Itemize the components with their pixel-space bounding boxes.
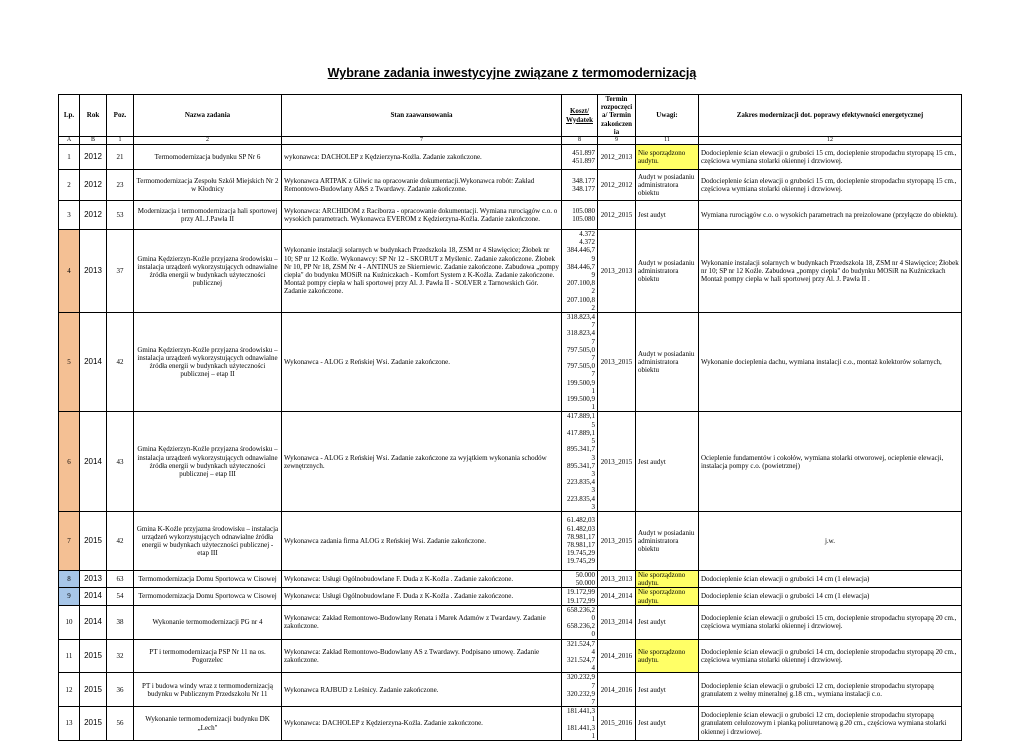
column-letter: 1 [107,137,134,145]
cell-termin [598,230,636,313]
cell-termin [598,170,636,201]
cell-rok [80,570,107,587]
nazwa-value: Termomodernizacja Zespołu Szkół Miejskich Nr 2 w Kłodnicy [136,176,279,194]
stan-value: Wykonawca: Usługi Ogólnobudowlane F. Duda z K-Koźla . Zadanie zakończone. [284,575,514,584]
cell-poz [107,412,134,511]
koszt-value: 417.889,15 [567,412,595,429]
cell-koszt [562,170,598,201]
cell-uwagi [636,170,699,201]
rok-value: 2013 [84,265,102,275]
zakres-value: Dodocieplenie ścian elewacji o grubości 15 cm, docieplenie stropodachu styropapą 15 cm., częściowa wymiana stolarki okiennej i drzwiowej. [701,148,957,166]
cell-rok [80,313,107,412]
nazwa-value: Termomodernizacja Domu Sportowca w Cisowej [138,592,277,601]
table-body [59,145,962,741]
koszt-value: 78.981,17 [567,540,595,549]
zakres-value: Dodocieplenie ścian elewacji o grubości 14 cm (1 elewacja) [701,575,870,584]
zakres-value: Dodocieplenie ścian elewacji o grubości 15 cm, docieplenie stropodachu styropapą 20 cm., częściowa wymiana stolarki okiennej i drzwiowej. [701,613,957,631]
termin-value: 2013_2015 [600,358,633,367]
cell-zakres [699,145,962,170]
stan-value: Wykonawca: Usługi Ogólnobudowlane F. Duda z K-Koźla . Zadanie zakończone. [284,592,514,601]
cell-termin [598,412,636,511]
cell-lp [59,639,80,673]
zakres-value: Dodocieplenie ścian elewacji o grubości 12 cm, docieplenie stropodachu styropapą granulatem celulozowym i pianką poliuretanową g.20 cm., częściowa wymiana stolarki okiennej i drzwiowej. [701,711,947,736]
cell-uwagi [636,145,699,170]
cell-lp [59,570,80,587]
nazwa-value: PT i termomodernizacja PSP Nr 11 na os. Pogorzelec [149,647,266,664]
nazwa-value: Wykonanie termomodernizacji PG nr 4 [152,618,263,627]
nazwa-value: Gmina Kędzierzyn-Koźle przyjazna środowisku – instalacja urządzeń wykorzystujących odnawialne źródła energii w budynkach użyteczności publicznej [137,254,278,288]
cell-nazwa [134,230,282,313]
cell-lp [59,588,80,605]
stan-value: Wykonawca: Zakład Remontowo-Budowlany AS z Twardawy. Podpisano umowę. Zadanie zakończone. [284,647,540,664]
koszt-value: 207.100,82 [567,295,595,312]
poz-value: 38 [116,618,124,627]
termin-value: 2014_2016 [600,685,633,694]
uwagi-value: Nie sporządzono audytu. [638,588,686,605]
lp-value: 13 [65,719,73,728]
termin-value: 2012_2013 [600,152,633,161]
cell-stan [282,605,562,639]
cell-nazwa [134,570,282,587]
zakres-value: Wykonanie docieplenia dachu, wymiana instalacji c.o., montaż kolektorów solarnych, [701,358,942,367]
termin-value: 2013_2013 [600,266,633,275]
cell-koszt [562,145,598,170]
poz-value: 36 [116,685,124,694]
cell-poz [107,145,134,170]
header-zakres: Zakres modernizacji dot. poprawy efektywności energetycznej [699,95,962,137]
nazwa-value: Gmina K-Koźle przyjazna środowisku – instalacja urządzeń wykorzystujących odnawialne źródła energii w budynkach użyteczności publicznej - etap III [136,524,279,558]
lp-value: 3 [67,210,71,219]
koszt-value: 223.835,43 [567,494,595,511]
header-stan: Stan zaawansowania [282,95,562,137]
poz-value: 43 [116,457,124,466]
table-row [59,145,962,170]
koszt-value: 50.000 [575,579,595,588]
column-letter: 7 [282,137,562,145]
poz-value: 37 [116,266,124,275]
cell-koszt [562,230,598,313]
cell-stan [282,145,562,170]
koszt-value: 61.482,03 [567,516,595,525]
table-row [59,170,962,201]
table-row [59,639,962,673]
zakres-value: Dodocieplenie ścian elewacji o grubości 14 cm (1 elewacja) [701,592,870,601]
koszt-value: 321.524,74 [567,655,595,673]
cell-lp [59,673,80,707]
cell-stan [282,412,562,511]
cell-zakres [699,170,962,201]
koszt-value: 199.500,91 [567,378,595,395]
lp-value: 7 [67,536,71,545]
koszt-value: 658.236,20 [567,622,595,639]
poz-value: 56 [116,719,124,728]
koszt-value: 451.897 [572,148,595,157]
table-row [59,588,962,605]
poz-value: 32 [116,651,124,660]
cell-termin [598,673,636,707]
cell-lp [59,313,80,412]
cell-zakres [699,313,962,412]
table-row [59,313,962,412]
cell-koszt [562,570,598,587]
uwagi-value: Jest audyt [638,719,666,728]
rok-value: 2015 [84,535,102,545]
cell-poz [107,313,134,412]
stan-value: Wykonawca zadania firma ALOG z Reńskiej Wsi. Zadanie zakończone. [284,536,486,545]
header-koszt: Koszt/ Wydatek [562,95,598,137]
uwagi-value: Audyt w posiadaniu administratora obiektu [638,172,695,198]
cell-uwagi [636,673,699,707]
rok-value: 2012 [84,209,102,219]
cell-nazwa [134,412,282,511]
column-letter: 11 [636,137,699,145]
stan-value: Wykonawca: DACHOLEP z Kędzierzyna-Koźla. Zadanie zakończone. [284,719,483,728]
cell-nazwa [134,170,282,201]
poz-value: 42 [116,358,124,367]
termin-value: 2013_2015 [600,457,633,466]
poz-value: 54 [116,592,124,601]
rok-value: 2014 [84,357,102,367]
poz-value: 63 [116,575,124,584]
cell-zakres [699,605,962,639]
column-letter: 8 [562,137,598,145]
cell-termin [598,570,636,587]
lp-value: 10 [65,618,73,627]
zakres-value: Wykonanie instalacji solarnych w budynkach Przedszkola 18, ZSM nr 4 Sławięcice; Żłobek nr 10; SP nr 12 Koźle. Zabudowa „pompy ciepła" do budynku MOSiR na Kuźniczkach Montaż pompy ciepła w hali sportowej przy Al. J. Pawła II . [701,258,959,284]
koszt-value: 19.172,99 [567,588,595,597]
nazwa-value: Wykonanie termomodernizacji budynku DK „Lech" [145,715,270,732]
koszt-value: 318.823,47 [567,313,595,330]
lp-value: 11 [65,651,73,660]
zakres-value: Dodocieplenie ścian elewacji o grubości 14 cm, docieplenie stropodachu styropapą 20 cm., częściowa wymiana stolarki okiennej i drzwiowej. [701,647,957,664]
cell-zakres [699,673,962,707]
cell-nazwa [134,673,282,707]
cell-termin [598,588,636,605]
uwagi-value: Jest audyt [638,457,666,466]
table-row [59,201,962,230]
koszt-value: 320.232,97 [567,689,595,706]
zakres-value: Dodocieplenie ścian elewacji o grubości 15 cm, docieplenie stropodachu styropapą 15 cm., częściowa wymiana stolarki okiennej i drzwiowej. [701,176,957,194]
termin-value: 2013_2014 [600,618,633,627]
cell-stan [282,170,562,201]
lp-value: 4 [67,266,71,275]
cell-poz [107,639,134,673]
poz-value: 42 [116,536,124,545]
termin-value: 2014_2014 [600,592,633,601]
nazwa-value: Modernizacja i termomodernizacja hali sportowej przy AL.J.Pawła II [137,206,278,224]
rok-value: 2012 [84,179,102,189]
koszt-value: 105.080 [572,215,595,224]
koszt-value: 797.505,07 [567,362,595,379]
nazwa-value: Termomodernizacja Domu Sportowca w Cisowej [138,575,277,584]
koszt-value: 78.981,17 [567,532,595,541]
cell-rok [80,639,107,673]
koszt-value: 658.236,20 [567,605,595,622]
cell-stan [282,588,562,605]
column-letter: 9 [598,137,636,145]
koszt-value: 417.889,15 [567,428,595,446]
cell-rok [80,605,107,639]
zakres-value: Ocieplenie fundamentów i cokołów, wymiana stolarki otworowej, ocieplenie elewacji, instalacja pompy c.o. (powietrznej) [701,453,944,470]
koszt-value: 321.524,74 [567,639,595,656]
investment-table [58,94,962,741]
nazwa-value: Gmina Kędzierzyn-Koźle przyjazna środowisku – instalacja urządzeń wykorzystujących odnawialne źródła energii w budynkach użyteczności publicznej – etap II [137,345,278,379]
cell-poz [107,230,134,313]
uwagi-value: Jest audyt [638,685,666,694]
cell-stan [282,313,562,412]
stan-value: Wykonawca: Zakład Remontowo-Budowlany Renata i Marek Adamów z Twardawy. Zadanie zakończone. [284,613,546,631]
header-uwagi: Uwagi: [636,95,699,137]
cell-zakres [699,412,962,511]
uwagi-value: Jest audyt [638,618,666,627]
cell-rok [80,412,107,511]
cell-zakres [699,230,962,313]
lp-value: 6 [67,457,71,466]
cell-rok [80,588,107,605]
cell-stan [282,673,562,707]
cell-rok [80,673,107,707]
cell-poz [107,605,134,639]
koszt-value: 19.745,29 [567,549,595,558]
poz-value: 21 [116,152,124,161]
cell-stan [282,639,562,673]
cell-termin [598,201,636,230]
koszt-value: 797.505,07 [567,345,595,363]
cell-termin [598,511,636,570]
koszt-value: 348.177 [572,185,595,194]
termin-value: 2012_2015 [600,210,633,219]
koszt-value: 61.482,03 [567,524,595,533]
cell-poz [107,570,134,587]
cell-uwagi [636,201,699,230]
uwagi-value: Jest audyt [638,210,666,219]
koszt-value: 320.232,97 [567,673,595,690]
lp-value: 8 [67,575,71,584]
cell-rok [80,201,107,230]
cell-uwagi [636,230,699,313]
cell-termin [598,313,636,412]
nazwa-value: PT i budowa windy wraz z termomodernizacją budynku w Publicznym Przedszkolu Nr 11 [142,681,273,698]
koszt-value: 223.835,43 [567,478,595,495]
uwagi-value: Nie sporządzono audytu. [638,647,686,664]
table-row [59,605,962,639]
cell-stan [282,230,562,313]
cell-stan [282,511,562,570]
cell-lp [59,201,80,230]
uwagi-value: Nie sporządzono audytu. [638,148,686,166]
cell-termin [598,605,636,639]
cell-uwagi [636,412,699,511]
rok-value: 2014 [84,456,102,466]
koszt-value: 207.100,82 [567,279,595,296]
cell-lp [59,511,80,570]
koszt-value: 50.000 [575,570,595,579]
cell-nazwa [134,201,282,230]
cell-poz [107,673,134,707]
cell-lp [59,170,80,201]
cell-rok [80,511,107,570]
stan-value: Wykonawca - ALOG z Reńskiej Wsi. Zadanie zakończone. [284,358,451,367]
koszt-value: 895.341,73 [567,461,595,478]
cell-koszt [562,639,598,673]
cell-poz [107,588,134,605]
cell-zakres [699,511,962,570]
column-letter: B [80,137,107,145]
cell-koszt [562,673,598,707]
termin-value: 2013_2015 [600,536,633,545]
cell-termin [598,145,636,170]
koszt-value: 318.823,47 [567,329,595,346]
termin-value: 2013_2013 [600,575,633,584]
header-termin: Termin rozpoczęcia/ Termin zakończenia [598,95,636,137]
zakres-value: Wymiana rurociągów c.o. o wysokich parametrach na preizolowane (przyłącze do obiektu). [701,210,958,219]
lp-value: 2 [67,180,71,189]
cell-poz [107,511,134,570]
page-title: Wybrane zadania inwestycyjne związane z termomodernizacją [327,66,697,80]
cell-nazwa [134,145,282,170]
zakres-value: j.w. [824,536,836,545]
header-row [59,95,962,137]
cell-nazwa [134,605,282,639]
cell-nazwa [134,639,282,673]
cell-poz [107,201,134,230]
uwagi-value: Nie sporządzono audytu. [638,570,686,588]
cell-stan [282,201,562,230]
koszt-value: 895.341,73 [567,445,595,462]
lp-value: 9 [67,592,71,601]
cell-koszt [562,201,598,230]
cell-koszt [562,412,598,511]
column-letter: A [59,137,80,145]
cell-nazwa [134,511,282,570]
lp-value: 12 [65,685,73,694]
koszt-value: 19.745,29 [567,557,595,566]
cell-lp [59,145,80,170]
table-row [59,570,962,587]
stan-value: wykonawca: DACHOLEP z Kędzierzyna-Koźla. Zadanie zakończone. [284,152,482,161]
cell-uwagi [636,313,699,412]
termin-value: 2014_2016 [600,651,633,660]
table-row [59,511,962,570]
header-poz: Poz. [107,95,134,137]
header-rok: Rok [80,95,107,137]
table-row [59,673,962,707]
koszt-value: 4.372 4.372 [579,230,595,247]
rok-value: 2015 [84,650,102,660]
cell-uwagi [636,639,699,673]
cell-poz [107,170,134,201]
rok-value: 2014 [84,617,102,627]
stan-value: Wykonawca - ALOG z Reńskiej Wsi. Zadanie zakończone za wyjątkiem wykonania schodów zewnętrznych. [284,453,547,470]
rok-value: 2015 [84,718,102,728]
koszt-value: 105.080 [572,206,595,215]
uwagi-value: Audyt w posiadaniu administratora obiektu [638,528,695,554]
cell-koszt [562,588,598,605]
koszt-value: 384.446,79 [567,262,595,280]
stan-value: Wykonawca: ARCHIDOM z Raciborza - opracowanie dokumentacji. Wymiana rurociągów c.o. o wysokich parametrach. Wykonawca EVEROM z Kędzierzyna-Koźla. Zadanie zakończone. [284,206,558,224]
cell-uwagi [636,570,699,587]
poz-value: 53 [116,210,124,219]
koszt-value: 451.897 [572,157,595,166]
table-row [59,412,962,511]
cell-rok [80,170,107,201]
uwagi-value: Audyt w posiadaniu administratora obiektu [638,349,695,375]
column-letter: 12 [699,137,962,145]
cell-lp [59,230,80,313]
column-letter-row [59,137,962,145]
lp-value: 5 [67,358,71,367]
header-nazwa: Nazwa zadania [134,95,282,137]
header-lp: Lp. [59,95,80,137]
cell-zakres [699,639,962,673]
cell-koszt [562,605,598,639]
poz-value: 23 [116,180,124,189]
rok-value: 2014 [84,591,102,601]
zakres-value: Dodocieplenie ścian elewacji o grubości 12 cm, docieplenie stropodachu styropapą granulatem z wełny mineralnej g.18 cm., wymiana instalacji c.o. [701,681,934,698]
koszt-value: 348.177 [572,176,595,185]
cell-koszt [562,313,598,412]
cell-rok [80,145,107,170]
cell-nazwa [134,313,282,412]
nazwa-value: Termomodernizacja budynku SP Nr 6 [154,152,261,161]
cell-lp [59,605,80,639]
cell-rok [80,230,107,313]
stan-value: Wykonawca RAJBUD z Leśnicy. Zadanie zakończone. [284,685,439,694]
koszt-value: 181.441,31 [567,707,595,724]
koszt-value: 181.441,31 [567,723,595,740]
cell-zakres [699,570,962,587]
cell-lp [59,412,80,511]
cell-uwagi [636,511,699,570]
termin-value: 2015_2016 [600,719,633,728]
cell-stan [282,570,562,587]
termin-value: 2012_2012 [600,180,633,189]
table-row [59,230,962,313]
rok-value: 2013 [84,574,102,584]
koszt-value: 199.500,91 [567,395,595,412]
rok-value: 2015 [84,684,102,694]
cell-uwagi [636,605,699,639]
cell-nazwa [134,588,282,605]
stan-value: Wykonawca ARTPAK z Gliwic na opracowanie dokumentacji.Wykonawca robót: Zakład Remontowo-Budowlany A&S z Twardawy. Zadanie zakończone. [284,176,535,194]
cell-termin [598,639,636,673]
cell-zakres [699,588,962,605]
cell-zakres [699,201,962,230]
cell-koszt [562,511,598,570]
rok-value: 2012 [84,151,102,161]
uwagi-value: Audyt w posiadaniu administratora obiektu [638,258,695,284]
koszt-value: 384.446,79 [567,246,595,263]
column-letter: 2 [134,137,282,145]
koszt-value: 19.172,99 [567,596,595,605]
cell-uwagi [636,588,699,605]
lp-value: 1 [67,152,71,161]
stan-value: Wykonanie instalacji solarnych w budynkach Przedszkola 18, ZSM nr 4 Sławięcice; Żłobek nr 10; SP nr 12 Koźle. Wykonawcy: SP Nr 12 - SKORUT z Myślenic. Zadanie zakończone. Żłobek Nr 10, PP Nr 18, ZSM Nr 4 - ANTINUS ze Skierniewic. Zadanie zakończone. Zabudowa „pompy ciepła" do budynku MOSiR na Kuźniczkach - Komfort System z K-Koźla. Zadanie zakończone. Montaż pompy ciepła w hali sportowej przy Al. J. Pawła II - SOLVER z Tarnowskich Gór. Zadanie zakończone. [284,246,559,296]
nazwa-value: Gmina Kędzierzyn-Koźle przyjazna środowisku – instalacja urządzeń wykorzystujących odnawialne źródła energii w budynkach użyteczności publicznej – etap III [137,445,278,478]
